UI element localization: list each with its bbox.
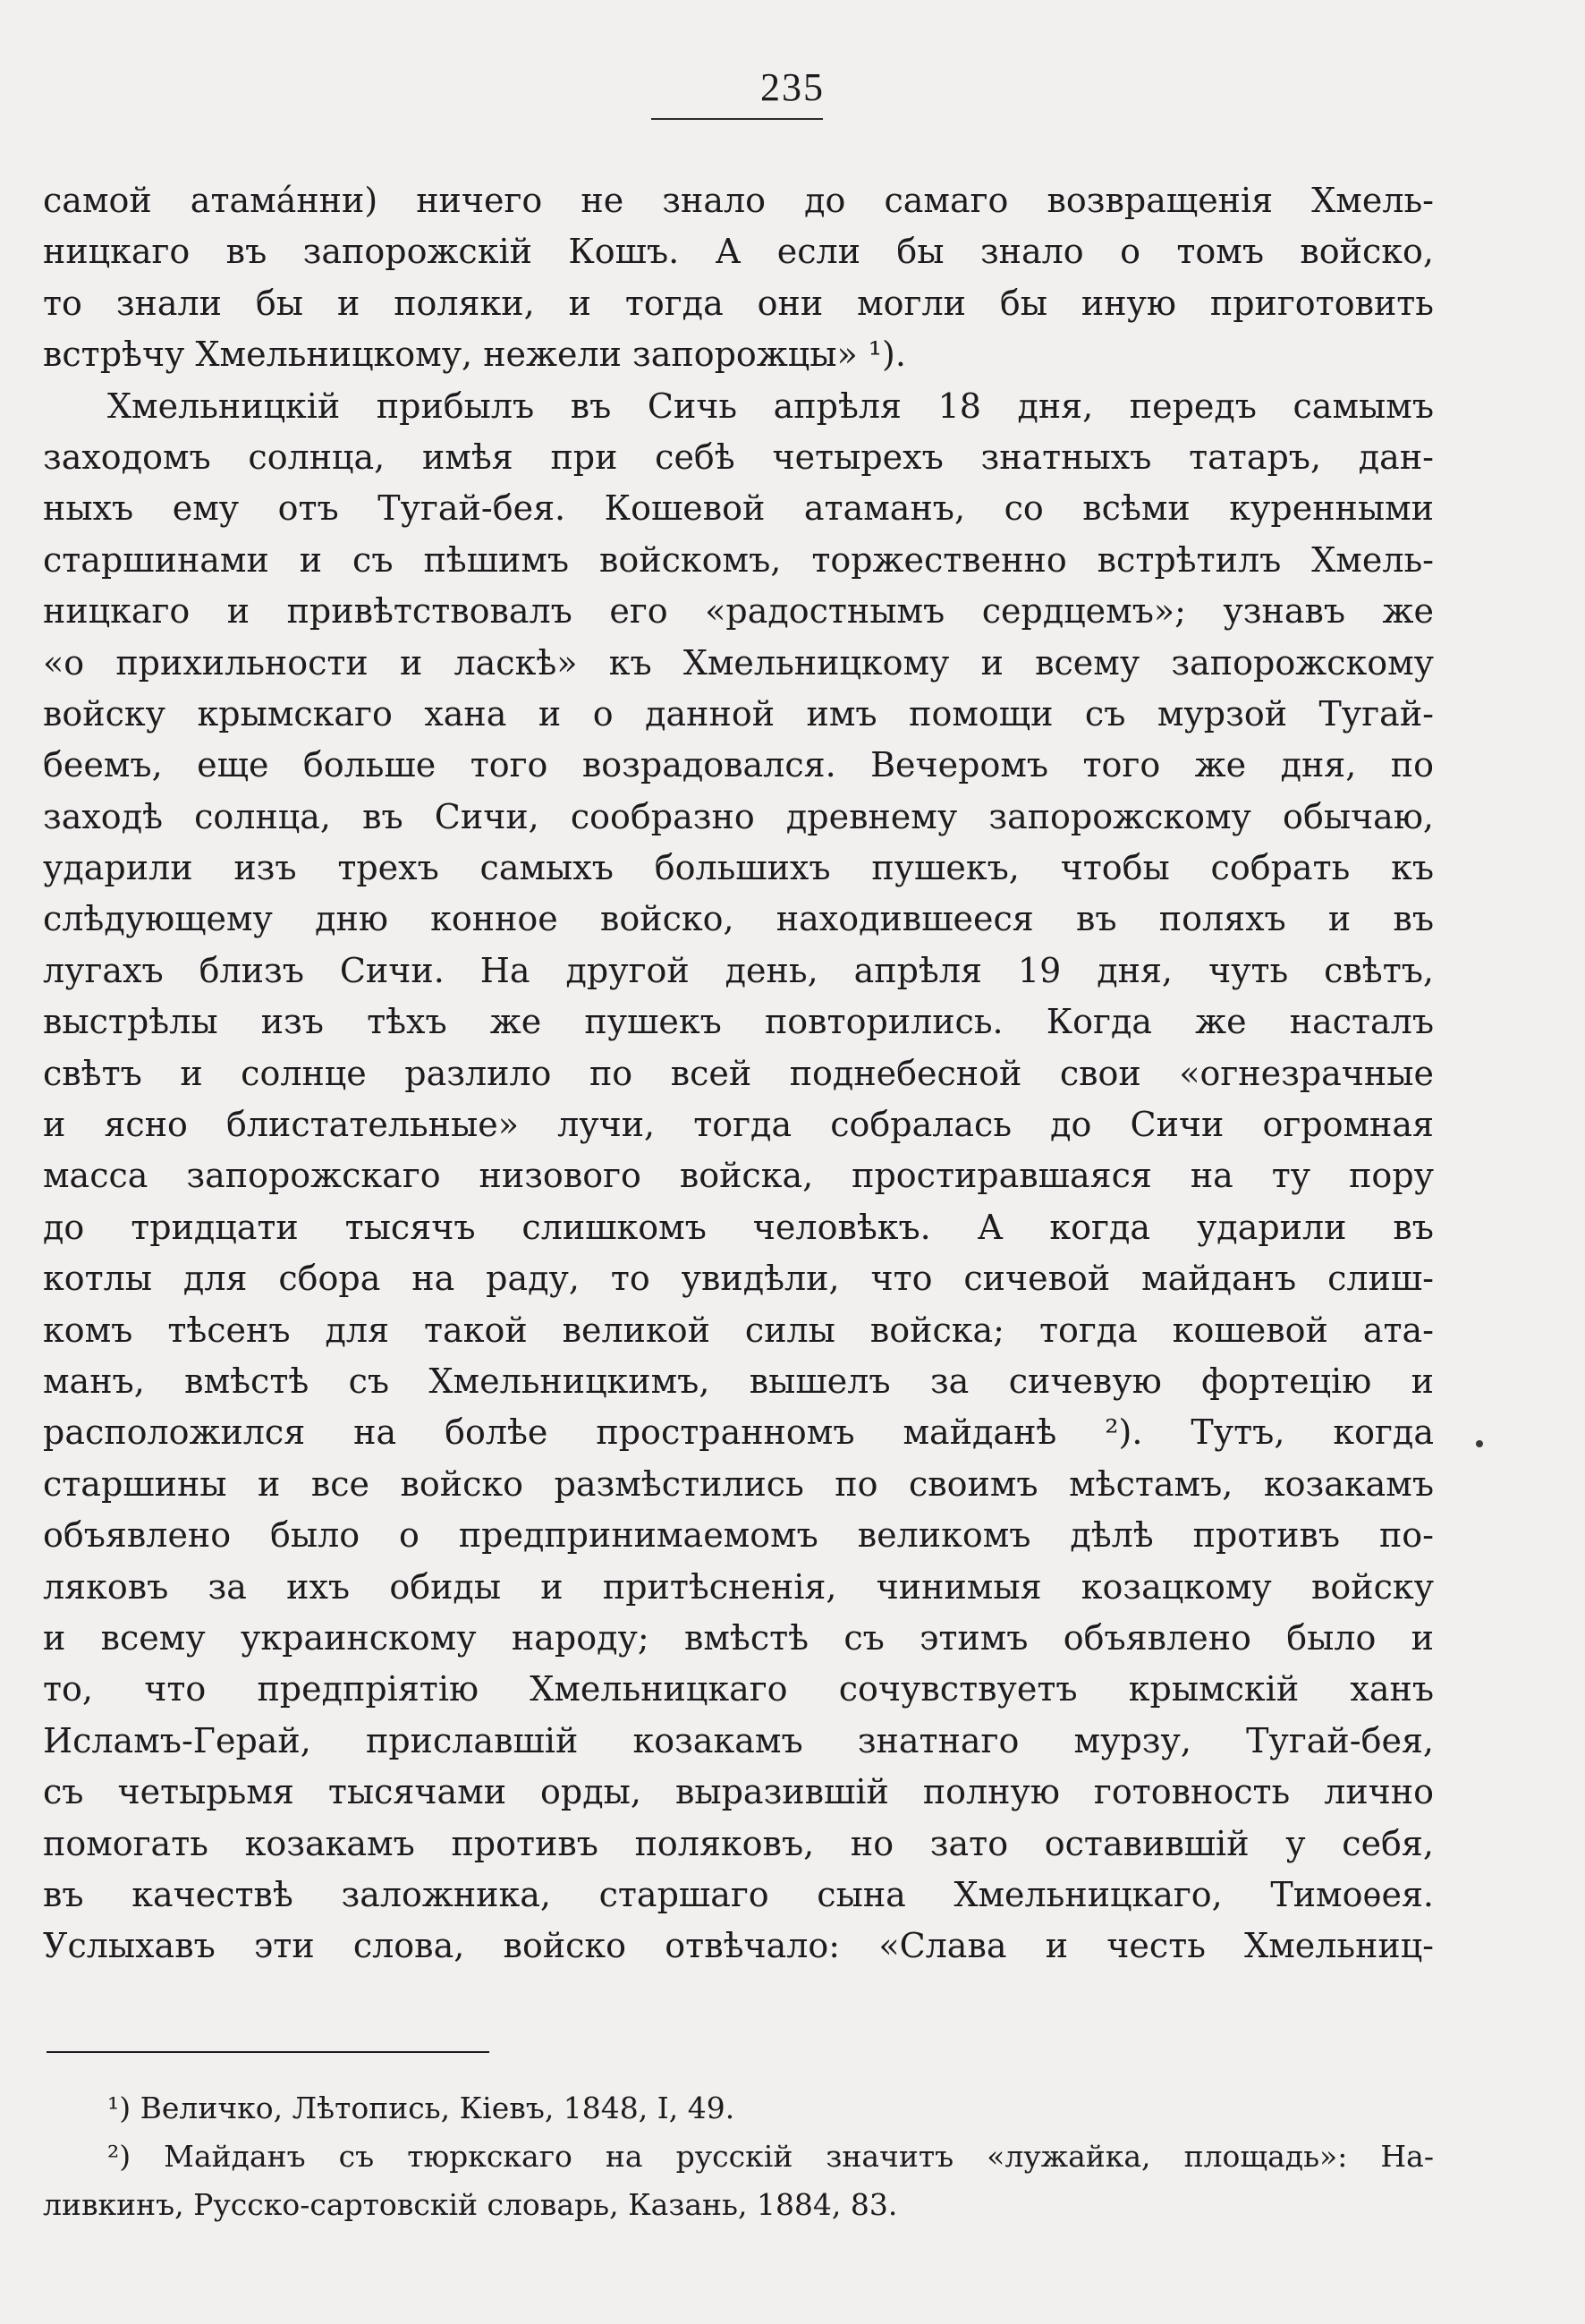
text-line: свѣтъ и солнце разлило по всей поднебесной свои «огнезрачные: [43, 1053, 1434, 1093]
text-line: Услыхавъ эти слова, войско отвѣчало: «Слава и честь Хмельниц-: [43, 1926, 1434, 1966]
text-line: съ четырьмя тысячами орды, выразившій полную готовность лично: [43, 1772, 1434, 1812]
text-line: заходѣ солнца, въ Сичи, сообразно древнему запорожскому обычаю,: [43, 796, 1434, 836]
page-number-rule: [651, 118, 823, 120]
footnotes: [43, 2084, 1434, 2229]
footnote-marker: ²): [107, 2139, 131, 2174]
text-line: масса запорожскаго низового войска, простиравшаяся на ту пору: [43, 1156, 1434, 1196]
text-line: старшины и все войско размѣстились по своимъ мѣстамъ, козакамъ: [43, 1463, 1434, 1504]
text-line: слѣдующему дню конное войско, находившееся въ поляхъ и въ: [43, 899, 1434, 939]
text-line: ударили изъ трехъ самыхъ большихъ пушекъ, чтобы собрать къ: [43, 848, 1434, 888]
text-line: беемъ, еще больше того возрадовался. Вечеромъ того же дня, по: [43, 745, 1434, 785]
footnote-text: Величко, Лѣтопись, Кіевъ, 1848, I, 49.: [140, 2091, 735, 2125]
text-line: въ качествѣ заложника, старшаго сына Хмельницкаго, Тимоѳея.: [43, 1874, 1434, 1914]
text-line: войску крымскаго хана и о данной имъ помощи съ мурзой Тугай-: [43, 693, 1434, 734]
text-line: то знали бы и поляки, и тогда они могли бы иную приготовить: [43, 283, 1434, 323]
text-line: Исламъ-Герай, приславшій козакамъ знатнаго мурзу, Тугай-бея,: [43, 1720, 1434, 1760]
text-line: то, что предпріятію Хмельницкаго сочувствуетъ крымскій ханъ: [43, 1669, 1434, 1709]
text-line: Хмельницкій прибылъ въ Сичь апрѣля 18 дня, передъ самымъ: [107, 386, 1434, 426]
text-line: лугахъ близъ Сичи. На другой день, апрѣля 19 дня, чуть свѣтъ,: [43, 950, 1434, 990]
text-line: самой атама́нни) ничего не знало до самаго возвращенія Хмель-: [43, 181, 1434, 220]
text-line: объявлено было о предпринимаемомъ великомъ дѣлѣ противъ по-: [43, 1515, 1434, 1556]
body-text: [43, 175, 1434, 1972]
text-line: встрѣчу Хмельницкому, нежели запорожцы» ¹).: [43, 335, 906, 375]
text-line: заходомъ солнца, имѣя при себѣ четырехъ знатныхъ татаръ, дан-: [43, 437, 1434, 477]
text-line: расположился на болѣе пространномъ майданѣ ²). Тутъ, когда: [43, 1412, 1434, 1453]
scan-speck: [1476, 1440, 1483, 1447]
text-line: выстрѣлы изъ тѣхъ же пушекъ повторились. Когда же насталъ: [43, 1002, 1434, 1042]
footnote-separator: [47, 2051, 489, 2053]
footnote-2: [43, 2133, 1434, 2181]
text-line: «о прихильности и ласкѣ» къ Хмельницкому и всему запорожскому: [43, 642, 1434, 683]
page-number: 235: [760, 65, 825, 109]
footnote-text: Майданъ съ тюркскаго на русскій значитъ «лужайка, площадь»: На-: [164, 2139, 1434, 2174]
text-line: комъ тѣсенъ для такой великой силы войска; тогда кошевой ата-: [43, 1310, 1434, 1350]
footnote-marker: ¹): [107, 2091, 131, 2125]
text-line: и всему украинскому народу; вмѣстѣ съ этимъ объявлено было и: [43, 1617, 1434, 1658]
text-line: котлы для сбора на раду, то увидѣли, что сичевой майданъ слиш-: [43, 1259, 1434, 1299]
text-line: и ясно блистательные» лучи, тогда собралась до Сичи огромная: [43, 1105, 1434, 1145]
text-line: манъ, вмѣстѣ съ Хмельницкимъ, вышелъ за сичевую фортецію и: [43, 1361, 1434, 1401]
footnote-1: [43, 2084, 1434, 2133]
text-line: ляковъ за ихъ обиды и притѣсненія, чинимыя козацкому войску: [43, 1566, 1434, 1607]
text-line: ныхъ ему отъ Тугай-бея. Кошевой атаманъ, со всѣми куренными: [43, 488, 1434, 529]
footnote-2-continued: ливкинъ, Русско-сартовскій словарь, Казань, 1884, 83.: [43, 2187, 898, 2222]
text-line: до тридцати тысячъ слишкомъ человѣкъ. А когда ударили въ: [43, 1207, 1434, 1247]
text-line: старшинами и съ пѣшимъ войскомъ, торжественно встрѣтилъ Хмель-: [43, 539, 1434, 580]
text-line: ницкаго и привѣтствовалъ его «радостнымъ сердцемъ»; узнавъ же: [43, 591, 1434, 632]
text-line: ницкаго въ запорожскій Кошъ. А если бы знало о томъ войско,: [43, 232, 1434, 272]
text-line: помогать козакамъ противъ поляковъ, но зато оставившій у себя,: [43, 1823, 1434, 1863]
